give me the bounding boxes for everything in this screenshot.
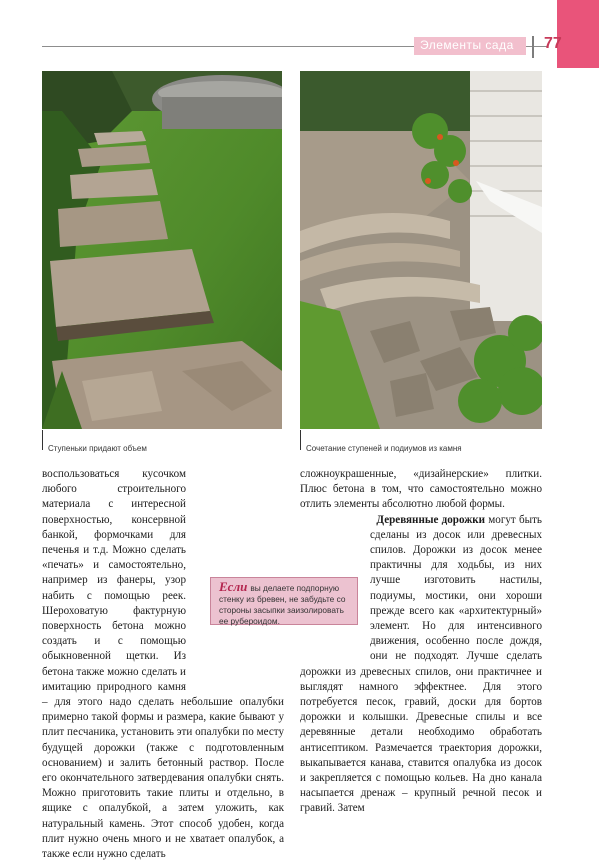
body-column-left [42,467,284,862]
figure-caption-right: Сочетание ступеней и подиумов из камня [306,444,462,453]
body-column-right [300,467,542,817]
section-title: Элементы сада [420,38,514,52]
tip-box [210,577,358,625]
run-in-heading: Деревянные дорожки [376,513,486,526]
figure-caption-left: Ступеньки придают объем [48,444,147,453]
caption-marker [42,430,43,450]
photo-stone-podiums [300,71,542,429]
caption-marker [300,430,301,450]
body-paragraph: сложноукрашенные, «дизайнерские» плитки. Плюс бетона в том, что самостоятельно можно отлить элементы абсолютно любой формы. [300,468,542,511]
tip-heading: Если [219,579,248,594]
body-paragraph: воспользоваться кусочком любого строительного материала с интересной поверхностью, консервной банкой, формочками для печенья и т.д. Можно сделать «печать» и самостоятельно, например из фанеры, узор набить с помощью реек. Шероховатую фактурную поверхность бетона можно создать и с помощью обыкновенной щетки. Из бетона также можно сделать и имитацию природного камня – для этого надо сделать небольшие опалубки примерно такой формы и размера, какие бывают у плит песчаника, установить эти опалубки по месту будущей дорожки (также с подготовленным основанием) и залить бетонный раствор. После его окончательного затвердевания опалубки снять. Можно приготовить такие плиты и отдельно, в ящике с опалубкой, а затем уложить, как натуральный камень. Этот способ удобен, когда плит нужно очень много и не хватает опалубок, а также если нужно сделать [42,468,284,861]
page-number: 77 [544,35,562,52]
header-separator [532,36,534,58]
photo-stone-steps [42,71,282,429]
page-corner-tab [557,0,599,68]
body-paragraph: могут быть сделаны из досок или древесных спилов. Дорожки из досок менее практичны для ходьбы, из них лучше изготовить настилы, подиумы, мостики, они хороши прежде всего как «архитектурный» элемент. Но для интенсивного движения, особенно после дождя, они не подходят. Лучше сделать дорожки из древесных спилов, они практичнее и выглядят намного эффектнее. Для этого потребуется песок, гравий, доски для бортов дорожки и колышки. Древесные спилы и все деревянные детали необходимо обработать антисептиком. Размечается траектория дорожки, выкапывается канава, ставится опалубка из досок и закрепляется с помощью кольев. На дно канала насыпается дренаж – крупный речной песок и гравий. Затем [300,513,542,815]
tip-text: вы делаете подпорную стенку из бревен, не забудьте со стороны засыпки заизолировать ее рубероидом. [219,583,346,626]
